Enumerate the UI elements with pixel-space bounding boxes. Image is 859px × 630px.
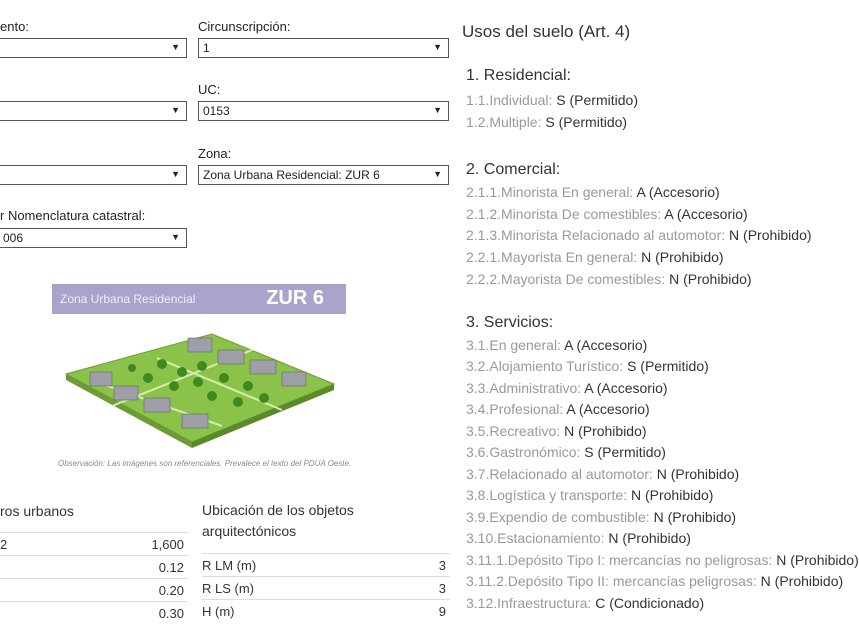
item-value: N (Prohibido) — [760, 573, 844, 589]
chevron-down-icon: ▼ — [433, 169, 442, 179]
uc-label: UC: — [198, 82, 221, 97]
item-name: 3.11.2.Depósito Tipo II: mercancías peligrosas: — [466, 573, 761, 589]
item-name: 3.12.Infraestructura: — [466, 595, 596, 611]
zone-image-header-text: Zona Urbana Residencial — [60, 292, 196, 306]
table-row — [0, 555, 188, 578]
table-row — [202, 553, 450, 576]
item-value: N (Prohibido) — [669, 271, 752, 287]
section-comercial-title: 2. Comercial: — [466, 161, 561, 178]
item-value: S (Permitido) — [627, 358, 709, 374]
list-item — [466, 573, 843, 589]
left-zona-select[interactable] — [0, 165, 187, 185]
item-value: N (Prohibido) — [656, 466, 740, 482]
row-value: 3 — [438, 581, 446, 596]
table-row — [202, 576, 450, 599]
list-item — [466, 509, 736, 525]
table-row — [202, 599, 450, 622]
table-row — [0, 532, 188, 555]
ubicacion-title-line1: Ubicación de los objetos — [202, 502, 354, 518]
item-name: 3.3.Administrativo: — [466, 380, 585, 396]
departamento-select[interactable] — [0, 38, 187, 58]
row-value: 1,600 — [151, 537, 184, 552]
list-item — [466, 401, 650, 417]
parametros-title: ros urbanos — [0, 503, 74, 519]
circunscripcion-select[interactable] — [198, 38, 449, 58]
item-name: 3.8.Logística y transporte: — [466, 487, 631, 503]
item-value: C (Condicionado) — [595, 595, 705, 611]
item-name: 3.9.Expendio de combustible: — [466, 509, 654, 525]
chevron-down-icon: ▼ — [433, 105, 442, 115]
item-value: A (Accesorio) — [664, 206, 748, 222]
item-value: S (Permitido) — [545, 114, 628, 130]
list-item — [466, 114, 627, 130]
zone-image-caption: Observación: Las imágenes son referenciales. Prevalece el texto del PDUA Oeste. — [58, 459, 352, 468]
list-item — [466, 271, 752, 287]
row-value: 3 — [438, 558, 446, 573]
chevron-down-icon: ▼ — [171, 42, 180, 52]
item-name: 3.11.1.Depósito Tipo I: mercancías no peligrosas: — [466, 552, 777, 568]
list-item — [466, 92, 638, 108]
nomenclatura-select[interactable] — [0, 228, 187, 248]
list-item — [466, 227, 812, 243]
item-value: N (Prohibido) — [630, 487, 714, 503]
item-value: N (Prohibido) — [653, 509, 737, 525]
zona-select[interactable] — [198, 165, 449, 185]
row-key: R LM (m) — [202, 558, 257, 573]
item-value: N (Prohibido) — [608, 530, 691, 546]
item-value: N (Prohibido) — [776, 552, 859, 568]
row-key: R LS (m) — [202, 581, 254, 596]
item-value: A (Accesorio) — [566, 401, 650, 417]
item-name: 1.1.Individual: — [466, 92, 557, 108]
row-value: 9 — [438, 604, 446, 619]
list-item — [466, 552, 859, 568]
table-row — [0, 601, 188, 624]
list-item — [466, 595, 704, 611]
zona-value: Zona Urbana Residencial: ZUR 6 — [203, 168, 380, 182]
nomenclatura-value: 006 — [3, 231, 24, 245]
circunscripcion-value: 1 — [203, 41, 210, 55]
item-value: N (Prohibido) — [564, 423, 647, 439]
item-value: S (Permitido) — [556, 92, 638, 108]
item-value: A (Accesorio) — [584, 380, 668, 396]
list-item — [466, 337, 647, 353]
section-residencial-title: 1. Residencial: — [466, 67, 571, 84]
list-item — [466, 444, 666, 460]
item-name: 3.2.Alojamiento Turístico: — [466, 358, 628, 374]
row-value: 0.30 — [158, 606, 184, 621]
section-servicios-title: 3. Servicios: — [466, 314, 554, 331]
zona-label: Zona: — [198, 146, 232, 161]
item-name: 3.1.En general: — [466, 337, 565, 353]
list-item — [466, 206, 748, 222]
ubicacion-title — [202, 500, 354, 542]
list-item — [466, 423, 647, 439]
row-value: 0.12 — [158, 560, 184, 575]
partida-select[interactable] — [0, 101, 187, 121]
item-value: N (Prohibido) — [729, 227, 812, 243]
zone-illustration — [52, 314, 346, 464]
item-value: N (Prohibido) — [641, 249, 724, 265]
circunscripcion-label: Circunscripción: — [198, 19, 291, 34]
item-name: 1.2.Multiple: — [466, 114, 546, 130]
item-name: 2.2.1.Mayorista En general: — [466, 249, 642, 265]
item-name: 3.5.Recreativo: — [466, 423, 565, 439]
item-name: 2.2.2.Mayorista De comestibles: — [466, 271, 670, 287]
item-name: 3.4.Profesional: — [466, 401, 567, 417]
row-key: H (m) — [202, 604, 235, 619]
list-item — [466, 487, 713, 503]
table-row — [0, 578, 188, 601]
chevron-down-icon: ▼ — [171, 105, 180, 115]
uc-select[interactable] — [198, 101, 449, 121]
uc-value: 0153 — [203, 104, 230, 118]
item-value: S (Permitido) — [584, 444, 666, 460]
nomenclatura-label: r Nomenclatura catastral: — [0, 208, 146, 223]
chevron-down-icon: ▼ — [171, 169, 180, 179]
item-value: A (Accesorio) — [564, 337, 648, 353]
list-item — [466, 249, 724, 265]
list-item — [466, 530, 691, 546]
item-name: 3.7.Relacionado al automotor: — [466, 466, 657, 482]
list-item — [466, 358, 709, 374]
usos-title: Usos del suelo (Art. 4) — [462, 22, 631, 41]
zone-code: ZUR 6 — [266, 287, 324, 309]
ubicacion-title-line2: arquitectónicos — [202, 523, 297, 539]
chevron-down-icon: ▼ — [171, 232, 180, 242]
zone-image-header — [52, 284, 346, 314]
list-item — [466, 380, 668, 396]
item-name: 3.6.Gastronómico: — [466, 444, 585, 460]
item-name: 3.10.Estacionamiento: — [466, 530, 609, 546]
item-value: A (Accesorio) — [636, 184, 720, 200]
row-value: 0.20 — [158, 583, 184, 598]
list-item — [466, 466, 739, 482]
item-name: 2.1.2.Minorista De comestibles: — [466, 206, 665, 222]
zone-image — [52, 284, 352, 472]
item-name: 2.1.3.Minorista Relacionado al automotor: — [466, 227, 730, 243]
departamento-label: ento: — [0, 19, 29, 34]
chevron-down-icon: ▼ — [433, 42, 442, 52]
row-key: 2 — [0, 537, 8, 552]
list-item — [466, 184, 720, 200]
item-name: 2.1.1.Minorista En general: — [466, 184, 637, 200]
